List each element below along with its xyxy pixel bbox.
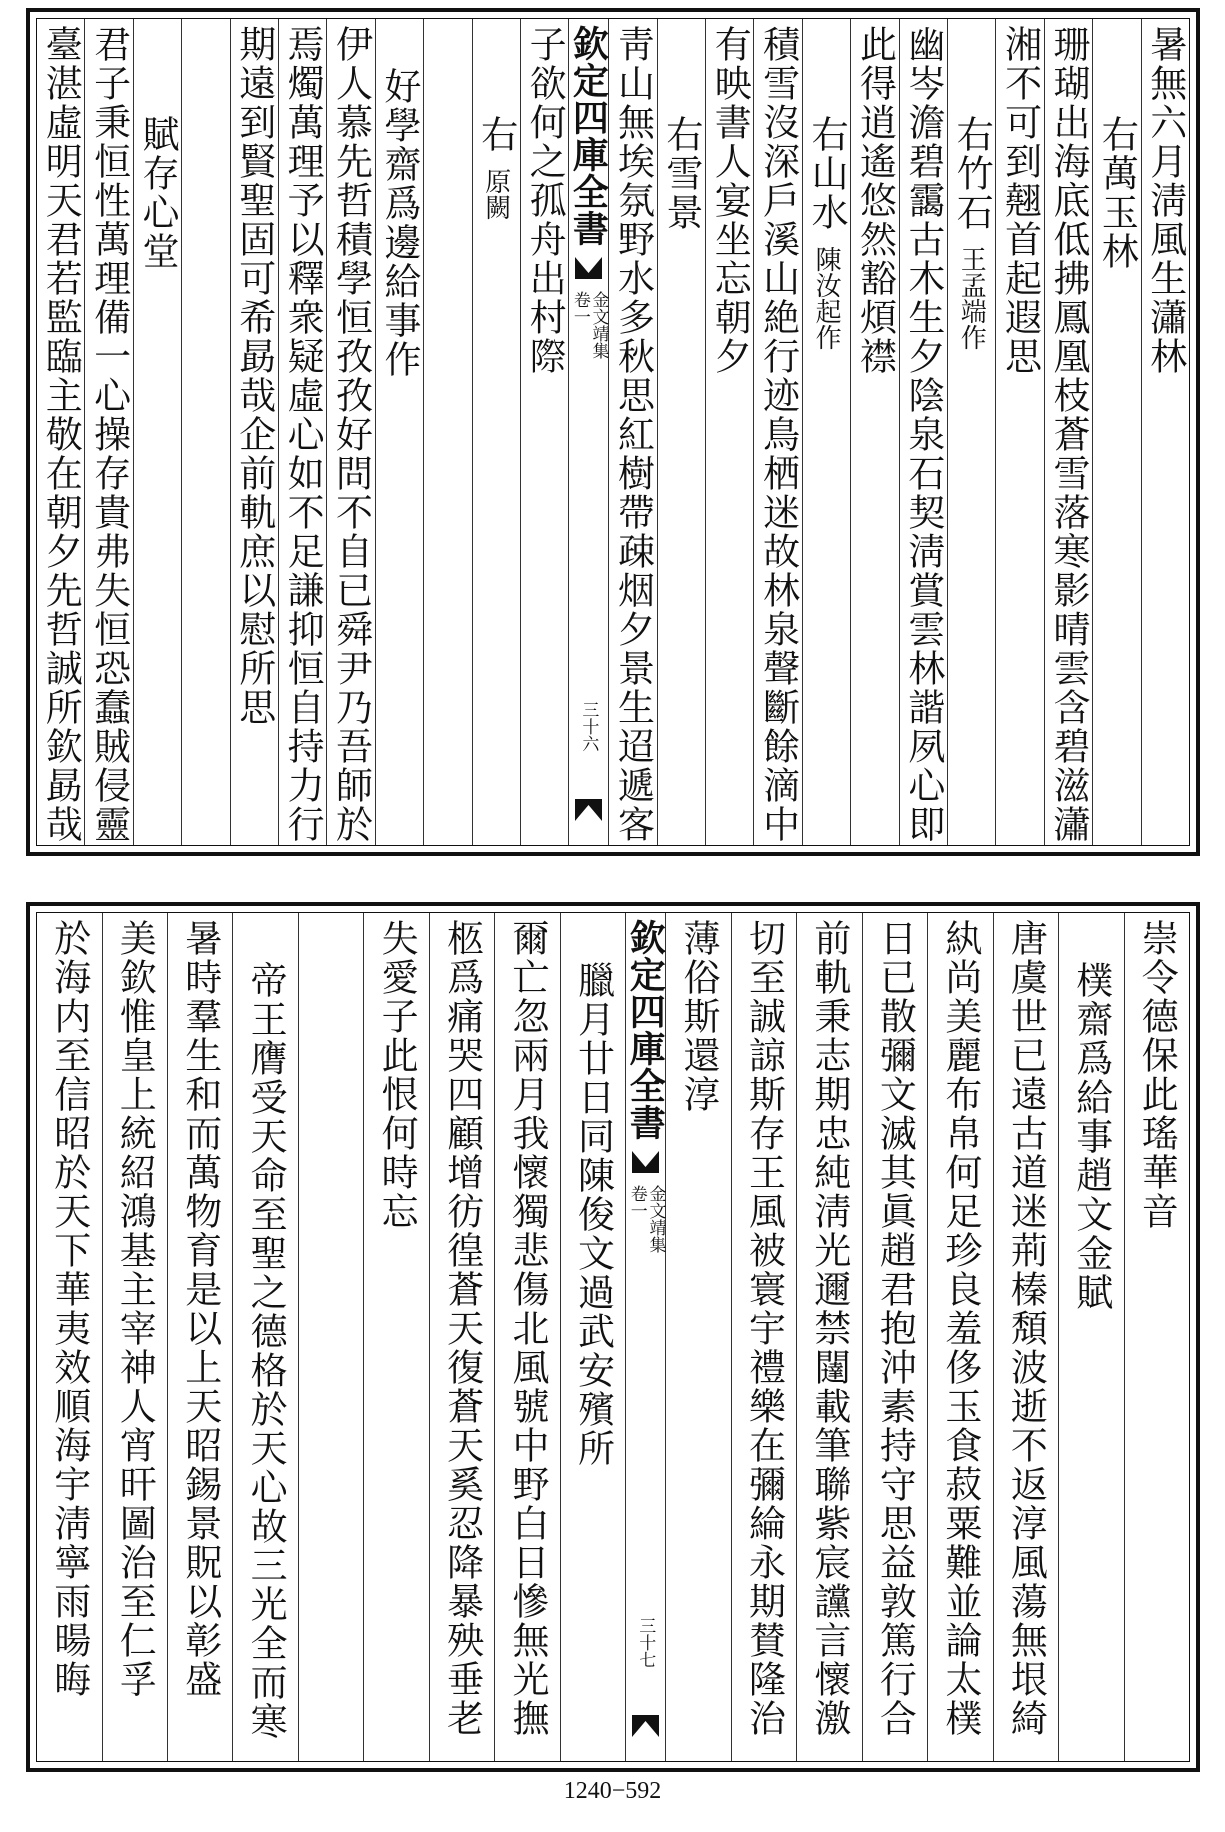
text-column xyxy=(1044,19,1092,845)
text-column xyxy=(230,19,278,845)
poem-line: 期遠到賢聖固可希勗哉企前軌庶以慰所思 xyxy=(232,25,276,727)
poem-line: 此得逍遙悠然豁煩襟 xyxy=(853,25,897,376)
text-column xyxy=(133,19,181,845)
text-column xyxy=(423,19,471,845)
text-column xyxy=(167,913,232,1761)
poem-line: 靑山無埃氛野水多秋思紅樹帶疎烟夕景生迢遞客 xyxy=(611,25,655,844)
poem-line: 暑無六月淸風生瀟林 xyxy=(1143,25,1187,376)
text-column xyxy=(181,19,229,845)
text-column xyxy=(363,913,428,1761)
leaf-number: 三十七 xyxy=(635,1617,656,1668)
poem-line: 日已散彌文滅其眞趙君抱沖素持守思益敦篤行合 xyxy=(873,919,917,1738)
text-column xyxy=(927,913,992,1761)
text-column xyxy=(995,19,1043,845)
lower-page-frame xyxy=(36,912,1190,1762)
poem-line: 幽岑澹碧靄古木生夕陰泉石契淸賞雲林諧夙心即 xyxy=(901,25,945,844)
text-column xyxy=(862,913,927,1761)
collection-title: 欽定四庫全書 xyxy=(567,25,610,247)
poem-line: 紈尚美麗布帛何足珍良羞侈玉食菽粟難並論太樸 xyxy=(938,919,982,1738)
text-column xyxy=(375,19,423,845)
poem-line: 臺湛虛明天君若監臨主敬在朝夕先哲誠所欽勗哉 xyxy=(39,25,83,844)
volume-label xyxy=(627,1185,664,1253)
poem-title: 樸齋爲給事趙文金賦 xyxy=(1069,961,1113,1312)
text-column xyxy=(947,19,995,845)
text-column xyxy=(850,19,898,845)
text-column xyxy=(796,913,861,1761)
poem-line: 唐虞世已遠古道迷荊榛頽波逝不返淳風蕩無垠綺 xyxy=(1004,919,1048,1738)
text-column xyxy=(1092,19,1140,845)
text-column xyxy=(326,19,374,845)
fish-tail-mark xyxy=(575,257,602,279)
text-column xyxy=(232,913,297,1761)
upper-page-columns xyxy=(37,19,1189,845)
fish-tail-mark xyxy=(575,799,602,821)
poem-line: 柩爲痛哭四顧增彷徨蒼天復蒼天奚忍降暴殃垂老 xyxy=(440,919,484,1738)
poem-line: 積雪沒深戶溪山絶行迹鳥栖迷故林泉聲斷餘滴中 xyxy=(756,25,800,844)
section-title: 右竹石 xyxy=(950,115,994,232)
text-column xyxy=(278,19,326,845)
volume-label-line: 卷一 xyxy=(569,291,590,325)
poem-line: 湘不可到翹首起遐思 xyxy=(998,25,1042,376)
text-column xyxy=(102,913,167,1761)
text-column xyxy=(1058,913,1123,1761)
text-column xyxy=(429,913,494,1761)
leaf-number: 三十六 xyxy=(578,701,599,752)
volume-label-line: 金文靖集 xyxy=(645,1185,666,1253)
poem-line: 崇令德保此瑤華音 xyxy=(1135,919,1179,1231)
text-column xyxy=(520,19,568,845)
section-title: 右雪景 xyxy=(659,115,703,232)
poem-line: 有映書人宴坐忘朝夕 xyxy=(708,25,752,376)
author-note: 王孟端作 xyxy=(956,246,987,350)
text-column xyxy=(608,19,656,845)
text-column xyxy=(84,19,132,845)
poem-line: 焉燭萬理予以釋衆疑虛心如不足謙抑恒自持力行 xyxy=(281,25,325,844)
upper-page xyxy=(26,8,1200,856)
text-column xyxy=(37,19,84,845)
volume-label xyxy=(570,291,607,359)
poem-line: 美欽惟皇上統紹鴻基主宰神人宵旰圖治至仁孚 xyxy=(113,919,157,1699)
text-column xyxy=(753,19,801,845)
poem-line: 爾亡忽兩月我懷獨悲傷北風號中野白日慘無光撫 xyxy=(506,919,550,1738)
lower-page-columns xyxy=(37,913,1189,1761)
page-code: 1240−592 xyxy=(563,1778,662,1804)
section-title: 賦存心堂 xyxy=(135,115,179,271)
poem-line: 於海内至信昭於天下華夷效順海宇淸寧雨暘晦 xyxy=(47,919,91,1699)
upper-page-frame xyxy=(36,18,1190,846)
text-column xyxy=(298,913,363,1761)
author-note: 陳汝起作 xyxy=(811,246,842,350)
poem-line: 失愛子此恨何時忘 xyxy=(375,919,419,1231)
poem-line: 伊人慕先哲積學恒孜孜好問不自已舜尹乃吾師於 xyxy=(329,25,373,844)
text-column xyxy=(665,913,730,1761)
poem-line: 君子秉恒性萬理備一心操存貴弗失恒恐蠢賊侵靈 xyxy=(87,25,131,844)
collection-title: 欽定四庫全書 xyxy=(624,919,667,1141)
text-column xyxy=(899,19,947,845)
text-column xyxy=(802,19,850,845)
text-column xyxy=(1141,19,1189,845)
section-title: 右萬玉林 xyxy=(1095,115,1139,271)
center-fold xyxy=(568,19,608,845)
fish-tail-mark xyxy=(632,1151,659,1173)
section-title: 右 xyxy=(474,115,518,154)
section-title: 右山水 xyxy=(805,115,849,232)
poem-line: 珊瑚出海底低拂鳳凰枝蒼雪落寒影晴雲含碧滋瀟 xyxy=(1047,25,1091,844)
poem-line: 前軌秉志期忠純淸光邇禁闥載筆聯紫宸讜言懷激 xyxy=(807,919,851,1738)
text-column xyxy=(657,19,705,845)
center-fold xyxy=(625,913,665,1761)
lower-page xyxy=(26,902,1200,1772)
volume-label-line: 卷一 xyxy=(626,1185,647,1219)
fish-tail-mark xyxy=(632,1715,659,1737)
poem-title: 臘月廿日同陳俊文過武安殯所 xyxy=(571,961,615,1468)
text-column xyxy=(472,19,520,845)
poem-title: 好學齋爲邊給事作 xyxy=(377,67,421,379)
text-column xyxy=(705,19,753,845)
poem-line: 切至誠諒斯存王風被寰宇禮樂在彌綸永期賛隆治 xyxy=(742,919,786,1738)
text-column xyxy=(494,913,559,1761)
poem-line: 子欲何之孤舟出村際 xyxy=(523,25,567,376)
text-column xyxy=(560,913,625,1761)
volume-label-line: 金文靖集 xyxy=(588,291,609,359)
author-note: 原闕 xyxy=(480,168,511,220)
text-column xyxy=(731,913,796,1761)
text-column xyxy=(993,913,1058,1761)
poem-line: 薄俗斯還淳 xyxy=(676,919,720,1114)
poem-line: 暑時羣生和而萬物育是以上天昭錫景貺以彰盛 xyxy=(178,919,222,1699)
text-column xyxy=(1124,913,1189,1761)
poem-title: 帝王膺受天命至聖之德格於天心故三光全而寒 xyxy=(244,961,288,1741)
text-column xyxy=(37,913,101,1761)
